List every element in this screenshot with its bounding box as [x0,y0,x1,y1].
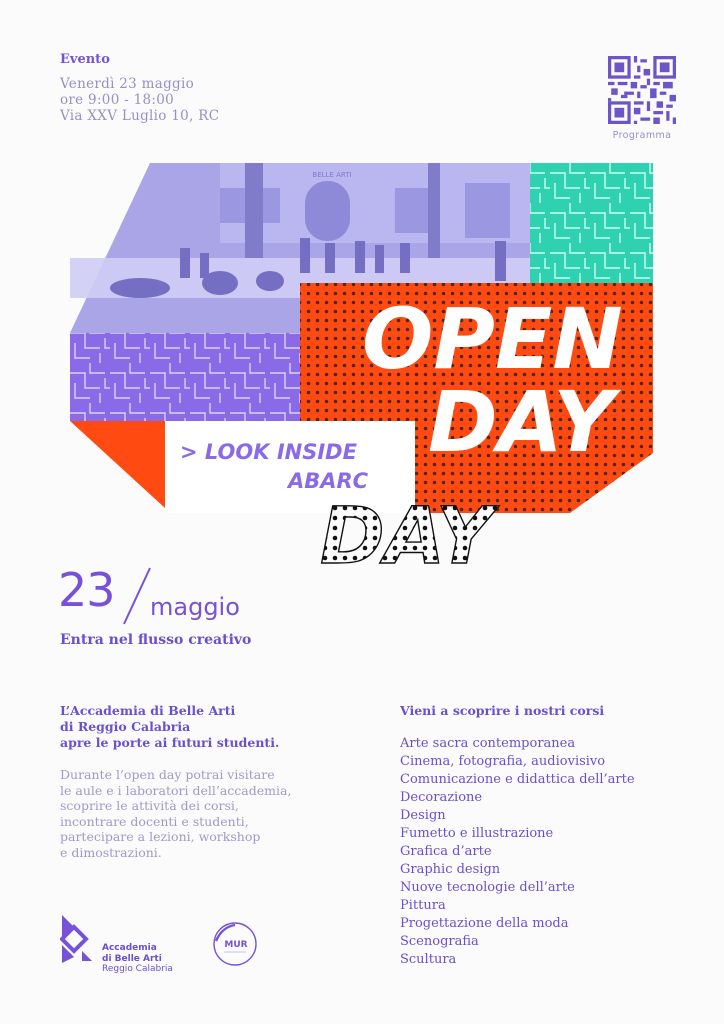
description-line: partecipare a lezioni, workshop [60,829,261,844]
title-day: DAY [428,373,614,471]
intro-text [60,703,279,751]
subtitle-line-1: > LOOK INSIDE [180,440,357,464]
intro-line: L’Accademia di Belle Arti [60,703,236,718]
course-item: Nuove tecnologie dell’arte [400,880,575,895]
course-item: Arte sacra contemporanea [400,736,576,751]
svg-text:DAY: DAY [320,492,493,570]
course-item: Comunicazione e didattica dell’arte [400,772,635,787]
course-item: Grafica d’arte [400,844,492,859]
event-time: ore 9:00 - 18:00 [60,92,175,108]
date-month: maggio [150,593,240,621]
qr-caption: Programma [612,130,672,141]
event-details [60,76,219,124]
photo-sign: BELLE ARTI [312,171,352,179]
event-address: Via XXV Luglio 10, RC [60,108,220,124]
course-item: Decorazione [400,790,483,805]
date-day: 23 [58,563,115,617]
description-line: Durante l’open day potrai visitare [60,767,275,782]
orange-triangle [70,421,165,508]
course-item: Scenografia [400,934,479,949]
tagline: Entra nel flusso creativo [60,632,252,648]
course-item: Progettazione della moda [400,916,569,931]
intro-line: apre le porte ai futuri studenti. [60,735,280,750]
course-item: Pittura [400,898,446,913]
shadow-day-text [320,492,500,570]
title-open: OPEN [362,290,623,388]
course-item: Scultura [400,952,457,967]
date-slash [118,566,154,628]
abarc-line-1: Accademia [102,943,157,953]
mur-text: MUR [224,940,248,950]
mur-logo-icon [212,921,258,967]
description-line: scoprire le attività dei corsi, [60,798,239,813]
description-line: incontrare docenti e studenti, [60,813,249,829]
intro-line: di Reggio Calabria [60,719,191,734]
course-item: Graphic design [400,862,501,877]
event-label: Evento [60,52,110,67]
course-item: Design [400,808,446,823]
abarc-logo-text [102,943,173,975]
courses-list [400,735,635,969]
abarc-line-2: di Belle Arti [102,953,162,964]
qr-code-icon[interactable] [608,56,676,124]
course-item: Cinema, fotografia, audiovisivo [400,754,606,769]
abarc-logo-icon [60,915,94,963]
courses-title: Vieni a scoprire i nostri corsi [400,703,605,718]
event-date: Venerdì 23 maggio [60,76,195,92]
course-item: Fumetto e illustrazione [400,826,554,841]
subtitle-line-2: ABARC [288,469,369,493]
open-day-graphic [70,163,653,570]
abarc-line-3: Reggio Calabria [102,964,173,974]
description-line: le aule e i laboratori dell’accademia, [60,782,292,798]
description-line: e dimostrazioni. [60,844,162,860]
description-text [60,767,291,860]
